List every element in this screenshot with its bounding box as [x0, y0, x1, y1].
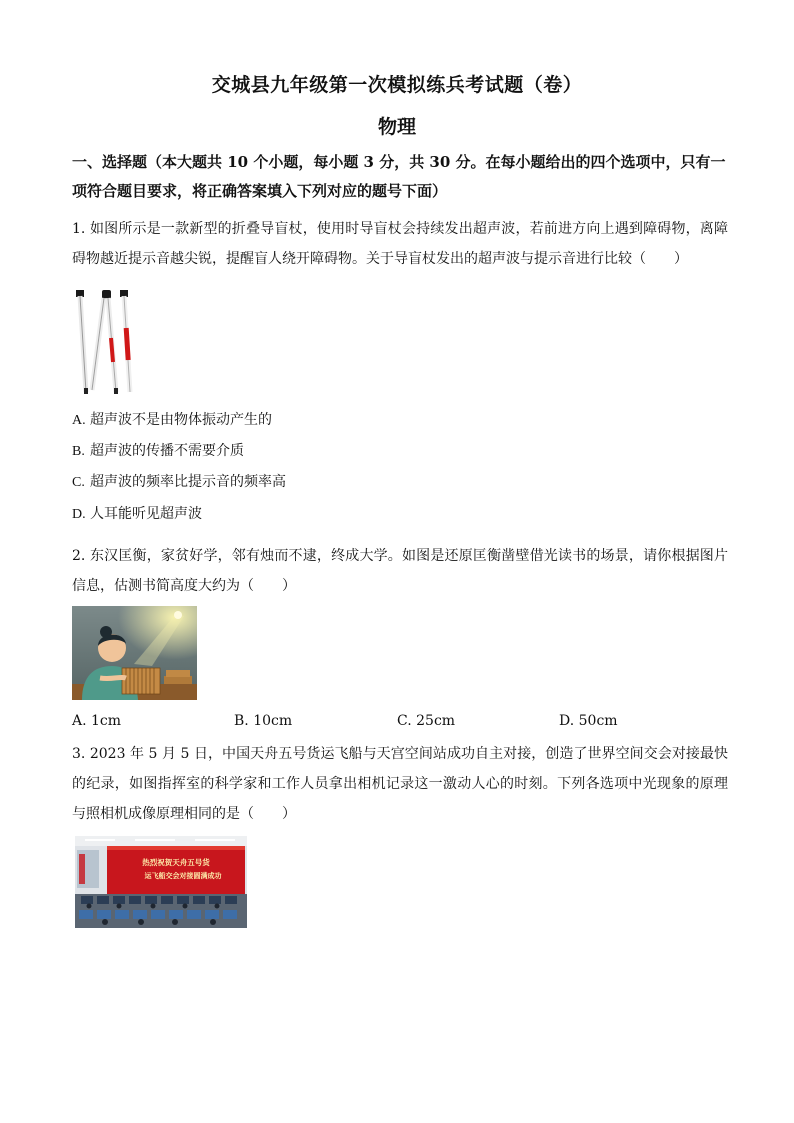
reading-by-light-image — [72, 606, 197, 700]
question-3-stem: 3. 2023 年 5 月 5 日，中国天舟五号货运飞船与天宫空间站成功自主对接，创造了世界空间交会对接最快的纪录，如图指挥室的科学家和工作人员拿出相机记录这一激动人心的时刻。下列各选项中光现象的原理与照相机成像原理相同的是（ ） — [72, 746, 728, 822]
control-room-image — [75, 836, 247, 928]
subject-title: 物理 — [377, 116, 416, 138]
question-2-option-d: D. 50cm — [559, 713, 618, 729]
section-heading: 一、选择题（本大题共 10 个小题，每小题 3 分，共 30 分。在每小题给出的四个选项中，只有一项符合题目要求，将正确答案填入下列对应的题号下面） — [72, 153, 726, 200]
question-1-stem: 1. 如图所示是一款新型的折叠导盲杖，使用时导盲杖会持续发出超声波，若前进方向上遇到障碍物，离障碍物越近提示音越尖锐，提醒盲人绕开障碍物。关于导盲杖发出的超声波与提示音进行比较（ ） — [72, 221, 728, 267]
question-2-option-a: A. 1cm — [72, 713, 122, 729]
page-title: 交城县九年级第一次模拟练兵考试题（卷） — [211, 74, 583, 96]
question-2-option-b: B. 10cm — [234, 713, 293, 729]
question-2-stem: 2. 东汉匡衡，家贫好学，邻有烛而不逮，终成大学。如图是还原匡衡凿壁借光读书的场景，请你根据图片信息，估测书简高度大约为（ ） — [72, 548, 728, 594]
folding-cane-image — [72, 288, 142, 396]
question-1-option-c: C. 超声波的频率比提示音的频率高 — [72, 474, 286, 490]
question-1-option-a: A. 超声波不是由物体振动产生的 — [72, 412, 272, 428]
question-1-option-b: B. 超声波的传播不需要介质 — [72, 443, 244, 459]
question-2-option-c: C. 25cm — [397, 713, 456, 729]
control-room-banner-line-2: 运飞船交会对接圆满成功 — [144, 872, 222, 880]
question-1-option-d: D. 人耳能听见超声波 — [72, 506, 202, 522]
control-room-banner-line-1: 热烈祝贺天舟五号货 — [142, 858, 210, 867]
